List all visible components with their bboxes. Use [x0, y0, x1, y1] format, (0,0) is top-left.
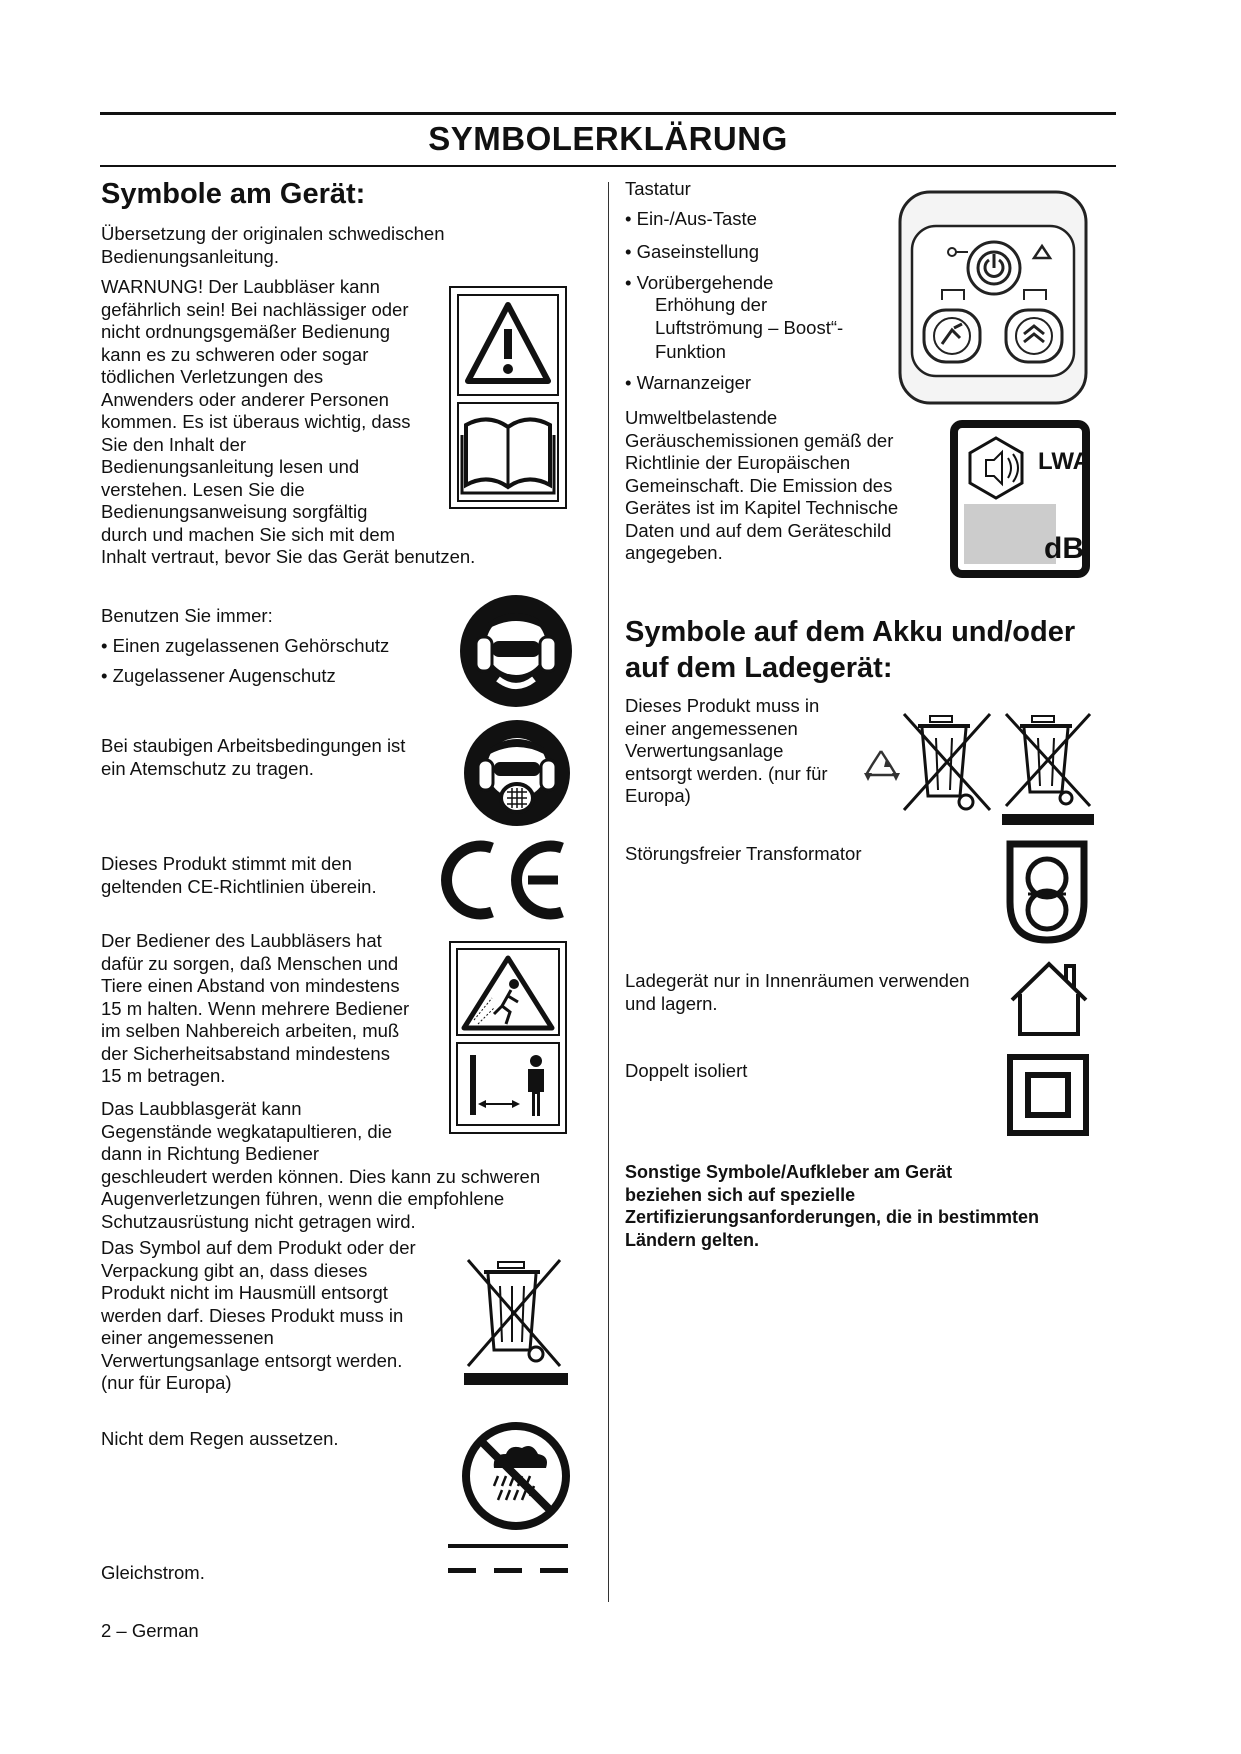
keypad-item-warning: • Warnanzeiger — [625, 372, 752, 393]
title-rule — [100, 165, 1116, 167]
no-rain-icon — [460, 1420, 572, 1532]
warning-text: WARNUNG! Der Laubbläser kann gefährlich sein! Bei nachlässiger oder nicht ordnungsgemäßer Bedienung kann es zu schweren oder sogar tödlichen Verletzungen des Anwenders oder anderer Personen kommen. Es ist überaus wichtig, dass Sie den Inhalt der Bedienungsanleitung lesen und verstehen. Lesen Sie die Bedienungsanweisung sorgfältig durch und machen Sie sich mit dem Inhalt vertraut, bevor Sie das Gerät benutzen. — [101, 276, 476, 567]
ppe-item-eyes: • Zugelassener Augenschutz — [101, 665, 336, 686]
noise-lwa-label: LWA — [1038, 448, 1090, 475]
keypad-item-boost-line3: Luftströmung – Boost“- — [655, 317, 844, 338]
keypad-item-throttle: • Gaseinstellung — [625, 241, 759, 262]
top-rule — [100, 112, 1116, 115]
noise-db-label: dB — [1044, 532, 1084, 565]
left-heading: Symbole am Gerät: — [101, 178, 366, 210]
keypad-item-boost-line4: Funktion — [655, 341, 726, 362]
column-divider — [608, 182, 609, 1602]
projectiles-text: Das Laubblasgerät kann Gegenstände wegkatapultieren, die dann in Richtung Bediener geschleudert werden können. Dies kann zu schweren Augenverletzungen führen, wenn die empfohlene Schutzausrüstung nicht getragen wird. — [101, 1098, 541, 1232]
recycle-icon — [858, 745, 904, 791]
warning-manual-icon — [448, 285, 568, 510]
other-symbols-text: Sonstige Symbole/Aufkleber am Gerät beziehen sich auf spezielle Zertifizierungsanforderungen, die in bestimmten Ländern gelten. — [625, 1162, 1040, 1250]
battery-heading: Symbole auf dem Akku und/oder auf dem Ladegerät: — [625, 616, 1076, 684]
dc-text: Gleichstrom. — [101, 1562, 205, 1583]
ppe-item-hearing: • Einen zugelassenen Gehörschutz — [101, 635, 390, 656]
disposal-text: Das Symbol auf dem Produkt oder der Verpackung gibt an, dass dieses Produkt nicht im Hausmüll entsorgt werden darf. Dieses Produkt muss in einer angemessenen Verwertungsanlage entsorgt werden. (nur für Europa) — [101, 1237, 416, 1393]
double-insulated-text: Doppelt isoliert — [625, 1060, 748, 1081]
dust-text: Bei staubigen Arbeitsbedingungen ist ein Atemschutz zu tragen. — [101, 735, 406, 779]
direct-current-icon — [446, 1540, 570, 1580]
keypad-item-boost: • Vorübergehende — [625, 272, 774, 293]
use-always-text: Benutzen Sie immer: — [101, 605, 273, 626]
respirator-icon — [462, 718, 572, 828]
page-title: SYMBOLERKLÄRUNG — [428, 120, 788, 157]
indoor-text: Ladegerät nur in Innenräumen verwenden und lagern. — [625, 970, 970, 1014]
rain-text: Nicht dem Regen aussetzen. — [101, 1428, 339, 1449]
noise-text: Umweltbelastende Geräuschemissionen gemäß der Richtlinie der Europäischen Gemeinschaft. Die Emission des Gerätes ist im Kapitel Technische Daten und auf dem Geräteschild angegeben. — [625, 407, 899, 563]
keypad-illustration — [898, 190, 1088, 405]
hearing-eye-protection-icon — [458, 593, 574, 709]
indoor-house-icon — [1008, 960, 1090, 1038]
keypad-title: Tastatur — [625, 178, 691, 199]
weee-bin-icon-2 — [1002, 710, 1096, 826]
keypad-item-onoff: • Ein-/Aus-Taste — [625, 208, 757, 229]
ce-text: Dieses Produkt stimmt mit den geltenden CE-Richtlinien überein. — [101, 853, 377, 897]
double-insulated-icon — [1006, 1053, 1090, 1137]
noise-emission-icon — [950, 420, 1090, 578]
weee-bin-icon-1 — [900, 710, 996, 814]
page-number: 2 – German — [101, 1620, 199, 1641]
safety-transformer-icon — [1004, 838, 1090, 946]
battery-recycle-text: Dieses Produkt muss in einer angemessenen Verwertungsanlage entsorgt werden. (nur für Europa) — [625, 695, 828, 806]
ce-mark-icon — [440, 836, 570, 924]
distance-text: Der Bediener des Laubbläsers hat dafür zu sorgen, daß Menschen und Tiere einen Abstand von mindestens 15 m halten. Wenn mehrere Bediener im selben Nahbereich arbeiten, muß der Sicherheitsabstand mindestens 15 m betragen. — [101, 930, 410, 1086]
intro-text: Übersetzung der originalen schwedischen Bedienungsanleitung. — [101, 223, 445, 267]
transformer-text: Störungsfreier Transformator — [625, 843, 862, 864]
keypad-item-boost-line2: Erhöhung der — [655, 294, 768, 315]
weee-bin-icon — [464, 1258, 570, 1388]
